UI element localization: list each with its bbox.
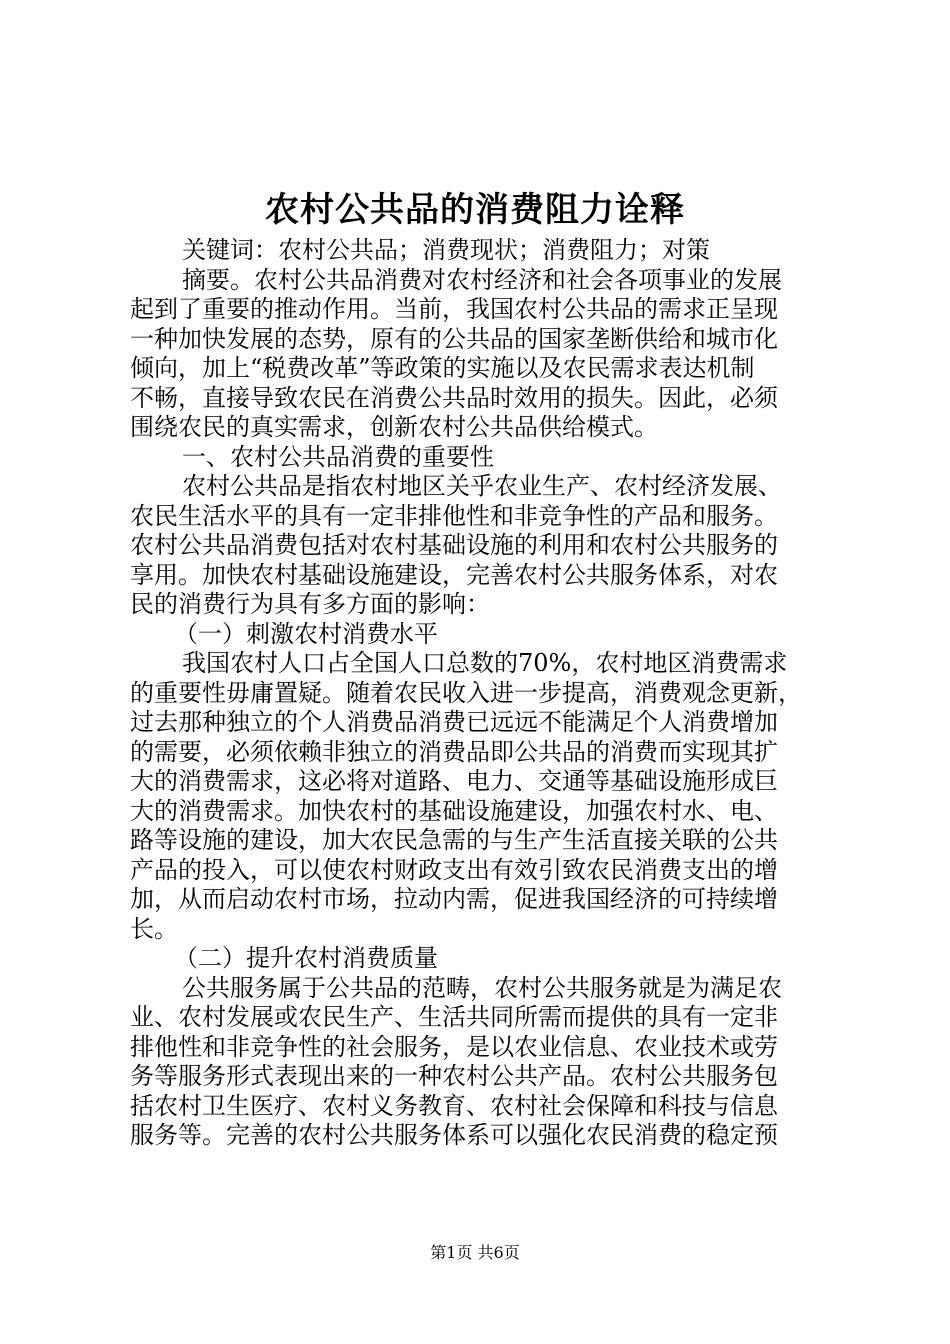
text-line: 服务等。完善的农村公共服务体系可以强化农民消费的稳定预 [130,1121,778,1149]
document-title: 农村公共品的消费阻力诠释 [265,190,685,230]
text-line: 括农村卫生医疗、农村义务教育、农村社会保障和科技与信息 [130,1091,778,1120]
text-line: 大的消费需求，这必将对道路、电力、交通等基础设施形成巨 [130,767,778,795]
text-line: 享用。加快农村基础设施建设，完善农村公共服务体系，对农 [130,560,778,589]
text-line: 排他性和非竞争性的社会服务，是以农业信息、农业技术或劳 [130,1032,778,1061]
text-line: 业、农村发展或农民生产、生活共同所需而提供的具有一定非 [130,1003,778,1031]
page-footer: 第1页 共6页 [430,1243,520,1262]
text-line: 过去那种独立的个人消费品消费已远远不能满足个人消费增加 [130,708,778,736]
document-body [130,236,830,1151]
text-line: 的需要，必须依赖非独立的消费品即公共品的消费而实现其扩 [130,737,778,766]
text-line: 大的消费需求。加快农村的基础设施建设，加强农村水、电、 [130,796,778,825]
text-line: 关键词：农村公共品；消费现状；消费阻力；对策 [182,236,710,264]
text-line: 我国农村人口占全国人口总数的70%，农村地区消费需求 [182,649,788,677]
text-line: 长。 [130,914,178,943]
section-heading-line: （一）刺激农村消费水平 [174,619,438,648]
text-line: 加，从而启动农村市场，拉动内需，促进我国经济的可持续增 [130,885,778,913]
text-line: 公共服务属于公共品的范畴，农村公共服务就是为满足农 [182,973,782,1002]
text-line: 围绕农民的真实需求，创新农村公共品供给模式。 [130,413,658,441]
text-line: 一、农村公共品消费的重要性 [182,442,494,471]
text-line: 务等服务形式表现出来的一种农村公共产品。农村公共服务包 [130,1062,778,1090]
text-line: 一种加快发展的态势，原有的公共品的国家垄断供给和城市化 [130,324,778,353]
text-line: 不畅，直接导致农民在消费公共品时效用的损失。因此，必须 [130,383,778,412]
text-line: 摘要。农村公共品消费对农村经济和社会各项事业的发展 [182,265,782,294]
text-line: 民的消费行为具有多方面的影响： [130,590,490,618]
section-heading-line: （二）提升农村消费质量 [174,944,438,972]
text-line: 产品的投入，可以使农村财政支出有效引致农民消费支出的增 [130,855,778,884]
text-line: 农村公共品消费包括对农村基础设施的利用和农村公共服务的 [130,531,778,559]
text-line: 农村公共品是指农村地区关乎农业生产、农村经济发展、 [182,472,782,500]
text-line: 农民生活水平的具有一定非排他性和非竞争性的产品和服务。 [130,501,778,530]
text-line: 路等设施的建设，加大农民急需的与生产生活直接关联的公共 [130,826,778,854]
text-line: 起到了重要的推动作用。当前，我国农村公共品的需求正呈现 [130,295,778,323]
text-line: 的重要性毋庸置疑。随着农民收入进一步提高，消费观念更新， [130,678,802,707]
text-line: 倾向，加上“税费改革”等政策的实施以及农民需求表达机制 [130,354,755,382]
